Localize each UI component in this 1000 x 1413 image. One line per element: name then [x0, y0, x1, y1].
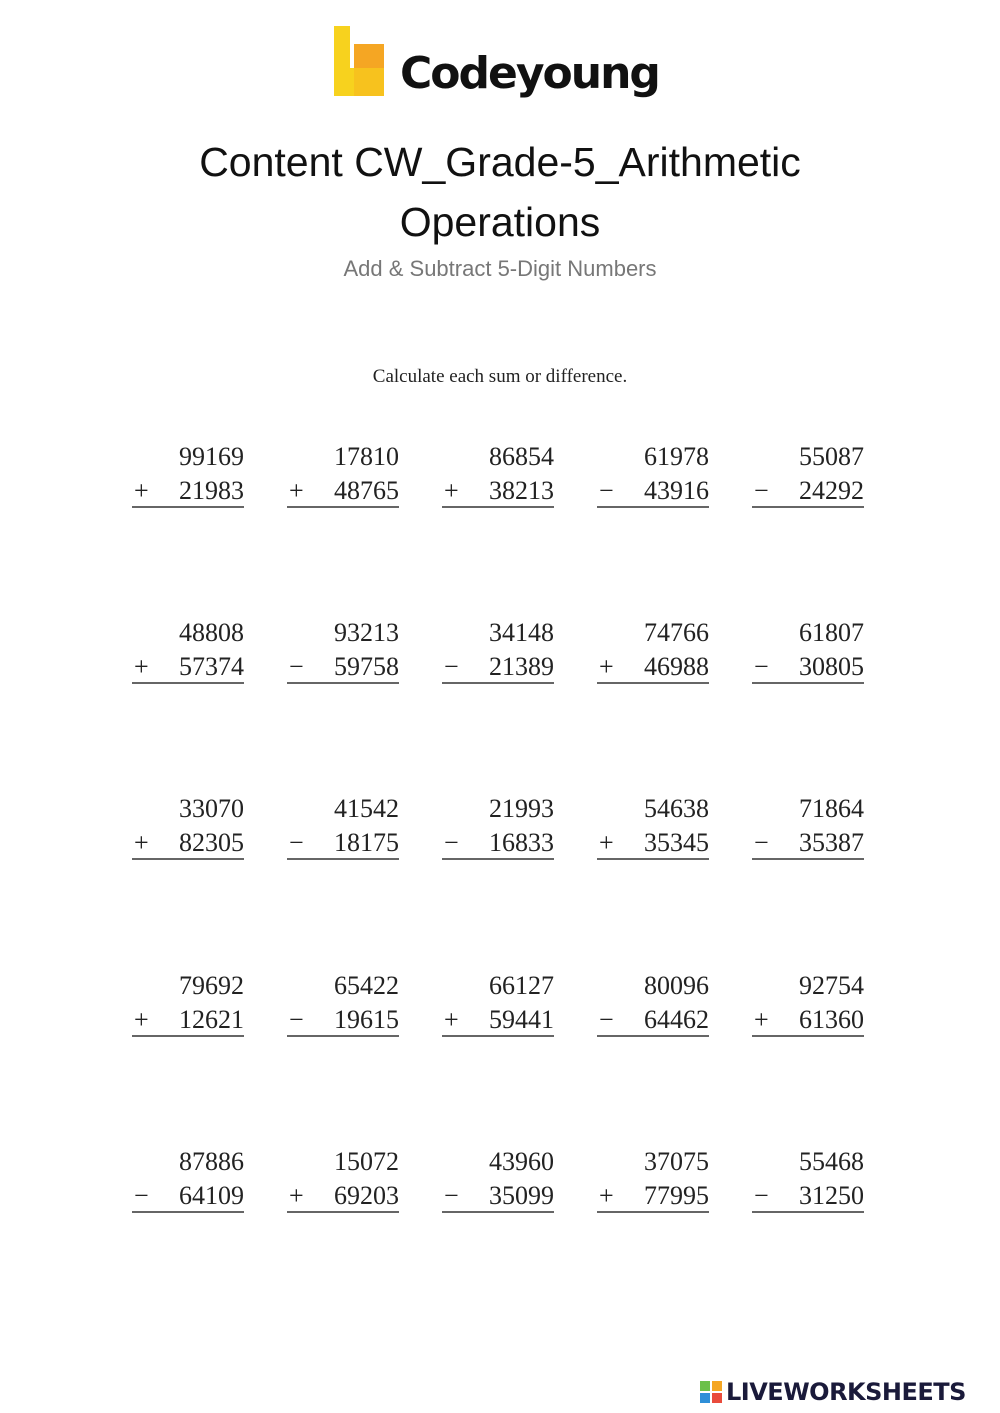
problem-top-number: 54638	[644, 794, 709, 823]
problem-top-number: 41542	[334, 794, 399, 823]
problem-bottom-number: 46988	[644, 652, 709, 681]
problem-bottom-number: 18175	[334, 828, 399, 857]
problem-bottom-row	[287, 474, 399, 508]
problem-top-number: 92754	[799, 971, 864, 1000]
problem-13	[442, 792, 554, 860]
problem-5	[752, 440, 864, 508]
problem-top-number: 43960	[489, 1147, 554, 1176]
problem-top-number: 55468	[799, 1147, 864, 1176]
problem-top-number: 79692	[179, 971, 244, 1000]
problem-top-number: 15072	[334, 1147, 399, 1176]
problem-14	[597, 792, 709, 860]
plus-sign: +	[444, 476, 459, 505]
problem-top-number: 80096	[644, 971, 709, 1000]
problem-bottom-number: 24292	[799, 476, 864, 505]
problem-bottom-row	[597, 826, 709, 860]
problem-bottom-number: 30805	[799, 652, 864, 681]
problem-bottom-row	[752, 474, 864, 508]
problem-24	[597, 1145, 709, 1213]
problem-bottom-number: 12621	[179, 1005, 244, 1034]
problem-8	[442, 616, 554, 684]
problem-bottom-row	[132, 474, 244, 508]
minus-sign: −	[444, 1181, 459, 1210]
plus-sign: +	[134, 652, 149, 681]
problem-bottom-row	[752, 1003, 864, 1037]
problem-bottom-row	[132, 1003, 244, 1037]
problem-top-number: 71864	[799, 794, 864, 823]
problem-bottom-row	[287, 650, 399, 684]
brand-name: Codeyoung	[400, 48, 659, 99]
liveworksheets-icon	[700, 1381, 722, 1403]
minus-sign: −	[444, 828, 459, 857]
problem-15	[752, 792, 864, 860]
page-title: Content CW_Grade-5_Arithmetic Operations	[199, 139, 801, 245]
problem-bottom-row	[442, 1179, 554, 1213]
problem-top-number: 87886	[179, 1147, 244, 1176]
codeyoung-logo-icon	[330, 24, 390, 102]
problem-22	[287, 1145, 399, 1213]
problem-top-number: 65422	[334, 971, 399, 1000]
minus-sign: −	[599, 476, 614, 505]
problem-1	[132, 440, 244, 508]
problem-20	[752, 969, 864, 1037]
problem-top-number: 93213	[334, 618, 399, 647]
plus-sign: +	[134, 828, 149, 857]
problem-bottom-row	[752, 650, 864, 684]
liveworksheets-logo	[700, 1378, 992, 1406]
codeyoung-logo	[330, 24, 690, 108]
problem-bottom-number: 77995	[644, 1181, 709, 1210]
problem-bottom-row	[442, 826, 554, 860]
problem-bottom-number: 64109	[179, 1181, 244, 1210]
problem-bottom-number: 69203	[334, 1181, 399, 1210]
minus-sign: −	[289, 828, 304, 857]
problem-bottom-row	[287, 826, 399, 860]
problem-bottom-number: 19615	[334, 1005, 399, 1034]
problem-10	[752, 616, 864, 684]
problem-bottom-number: 21983	[179, 476, 244, 505]
problem-bottom-number: 35099	[489, 1181, 554, 1210]
problem-bottom-row	[752, 1179, 864, 1213]
problem-top-number: 61978	[644, 442, 709, 471]
problem-top-number: 48808	[179, 618, 244, 647]
problem-12	[287, 792, 399, 860]
problem-bottom-number: 57374	[179, 652, 244, 681]
minus-sign: −	[754, 1181, 769, 1210]
problem-bottom-number: 35345	[644, 828, 709, 857]
problem-bottom-number: 31250	[799, 1181, 864, 1210]
liveworksheets-text: LIVEWORKSHEETS	[726, 1378, 966, 1406]
problem-bottom-row	[132, 826, 244, 860]
problem-21	[132, 1145, 244, 1213]
problem-25	[752, 1145, 864, 1213]
minus-sign: −	[599, 1005, 614, 1034]
problem-top-number: 33070	[179, 794, 244, 823]
problem-bottom-number: 16833	[489, 828, 554, 857]
problem-top-number: 99169	[179, 442, 244, 471]
plus-sign: +	[599, 1181, 614, 1210]
problem-bottom-number: 35387	[799, 828, 864, 857]
problem-bottom-row	[442, 650, 554, 684]
problem-4	[597, 440, 709, 508]
plus-sign: +	[599, 828, 614, 857]
problem-top-number: 34148	[489, 618, 554, 647]
problem-bottom-row	[442, 1003, 554, 1037]
problem-9	[597, 616, 709, 684]
problem-top-number: 21993	[489, 794, 554, 823]
problem-bottom-row	[752, 826, 864, 860]
minus-sign: −	[444, 652, 459, 681]
problem-top-number: 66127	[489, 971, 554, 1000]
problem-bottom-row	[287, 1003, 399, 1037]
minus-sign: −	[754, 828, 769, 857]
problem-11	[132, 792, 244, 860]
problem-bottom-row	[442, 474, 554, 508]
problem-bottom-number: 82305	[179, 828, 244, 857]
problem-17	[287, 969, 399, 1037]
problem-bottom-number: 43916	[644, 476, 709, 505]
problem-23	[442, 1145, 554, 1213]
problem-18	[442, 969, 554, 1037]
problem-7	[287, 616, 399, 684]
instructions: Calculate each sum or difference.	[372, 366, 628, 387]
problem-2	[287, 440, 399, 508]
plus-sign: +	[289, 1181, 304, 1210]
problem-bottom-number: 64462	[644, 1005, 709, 1034]
problem-top-number: 86854	[489, 442, 554, 471]
problem-top-number: 37075	[644, 1147, 709, 1176]
problem-bottom-row	[597, 650, 709, 684]
page-subtitle: Add & Subtract 5-Digit Numbers	[343, 256, 657, 281]
problem-bottom-row	[597, 474, 709, 508]
problem-bottom-number: 61360	[799, 1005, 864, 1034]
problem-bottom-row	[597, 1003, 709, 1037]
problem-bottom-row	[132, 650, 244, 684]
problem-3	[442, 440, 554, 508]
problem-bottom-number: 59441	[489, 1005, 554, 1034]
minus-sign: −	[289, 652, 304, 681]
problem-16	[132, 969, 244, 1037]
problem-top-number: 55087	[799, 442, 864, 471]
problem-top-number: 74766	[644, 618, 709, 647]
plus-sign: +	[289, 476, 304, 505]
plus-sign: +	[134, 1005, 149, 1034]
minus-sign: −	[289, 1005, 304, 1034]
minus-sign: −	[754, 652, 769, 681]
problem-bottom-row	[132, 1179, 244, 1213]
plus-sign: +	[134, 476, 149, 505]
problem-bottom-number: 38213	[489, 476, 554, 505]
plus-sign: +	[754, 1005, 769, 1034]
problem-bottom-row	[287, 1179, 399, 1213]
problem-bottom-number: 48765	[334, 476, 399, 505]
problem-bottom-row	[597, 1179, 709, 1213]
problem-6	[132, 616, 244, 684]
problem-bottom-number: 21389	[489, 652, 554, 681]
problem-19	[597, 969, 709, 1037]
plus-sign: +	[444, 1005, 459, 1034]
plus-sign: +	[599, 652, 614, 681]
problem-bottom-number: 59758	[334, 652, 399, 681]
minus-sign: −	[754, 476, 769, 505]
problem-top-number: 61807	[799, 618, 864, 647]
problem-top-number: 17810	[334, 442, 399, 471]
minus-sign: −	[134, 1181, 149, 1210]
